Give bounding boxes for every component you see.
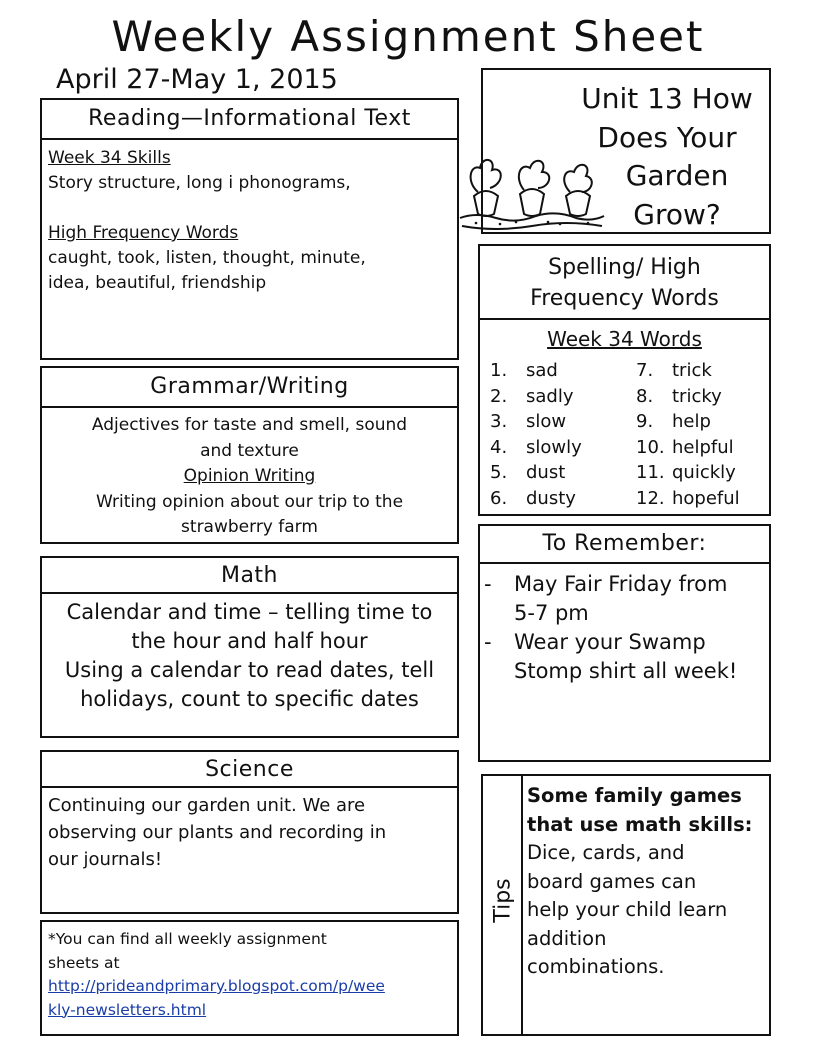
date-range: April 27-May 1, 2015 bbox=[56, 64, 338, 95]
skills-text: Story structure, long i phonograms, bbox=[48, 173, 351, 193]
hfw-line: caught, took, listen, thought, minute, bbox=[48, 248, 366, 268]
unit-line: Garden bbox=[625, 159, 729, 192]
word-number: 1. bbox=[490, 360, 508, 381]
spelling-subheading: Week 34 Words bbox=[547, 327, 702, 351]
tips-line: addition bbox=[527, 926, 607, 950]
remember-header-label: To Remember: bbox=[542, 531, 707, 556]
math-line: Using a calendar to read dates, tell bbox=[64, 658, 435, 682]
spelling-word: sadly bbox=[526, 385, 574, 407]
unit-line: Grow? bbox=[633, 197, 721, 231]
word-number: 6. bbox=[490, 487, 508, 509]
remember-header bbox=[478, 524, 771, 564]
grammar-line: strawberry farm bbox=[181, 517, 318, 537]
tips-line: combinations. bbox=[527, 955, 665, 978]
math-header-label: Math bbox=[220, 563, 279, 588]
math-line: holidays, count to specific dates bbox=[80, 687, 419, 711]
word-number: 3. bbox=[490, 411, 508, 432]
spelling-word: trick bbox=[672, 360, 712, 381]
spelling-header-line: Frequency Words bbox=[530, 286, 719, 311]
tips-heading: Some family games bbox=[527, 784, 742, 807]
spelling-word: hopeful bbox=[672, 487, 740, 509]
grammar-header-label: Grammar/Writing bbox=[150, 374, 349, 399]
math-line: the hour and half hour bbox=[131, 629, 368, 653]
remember-item: - May Fair Friday from 5-7 pm bbox=[484, 572, 728, 625]
word-number: 11. bbox=[636, 462, 665, 483]
spelling-header bbox=[478, 244, 771, 320]
unit-line: Unit 13 How bbox=[581, 82, 753, 115]
word-number: 4. bbox=[490, 436, 508, 458]
math-line: Calendar and time – telling time to bbox=[66, 600, 433, 624]
science-line: our journals! bbox=[48, 849, 163, 870]
hfw-line: idea, beautiful, friendship bbox=[48, 273, 267, 293]
opinion-heading: Opinion Writing bbox=[183, 466, 316, 486]
science-header bbox=[40, 750, 459, 788]
skills-heading: Week 34 Skills bbox=[48, 148, 171, 168]
spelling-body bbox=[478, 318, 771, 516]
spelling-word: sad bbox=[526, 360, 558, 381]
reading-header-label: Reading—Informational Text bbox=[88, 106, 411, 131]
science-line: Continuing our garden unit. We are bbox=[48, 795, 366, 816]
remember-body bbox=[478, 562, 771, 762]
tips-line: board games can bbox=[527, 869, 697, 893]
hfw-heading: High Frequency Words bbox=[48, 223, 239, 243]
word-number: 9. bbox=[636, 411, 654, 432]
tips-label: Tips bbox=[490, 878, 516, 923]
tips-label-column bbox=[483, 776, 523, 1034]
word-number: 8. bbox=[636, 385, 654, 407]
remember-item: - Wear your Swamp Stomp shirt all week! bbox=[484, 630, 738, 683]
grammar-line: Adjectives for taste and smell, sound bbox=[91, 415, 408, 435]
spelling-word: helpful bbox=[672, 436, 734, 458]
tips-box bbox=[481, 774, 771, 1036]
link-note bbox=[40, 920, 459, 1036]
spelling-word: dusty bbox=[526, 487, 576, 509]
spelling-word: dust bbox=[526, 462, 566, 483]
grammar-header bbox=[40, 366, 459, 408]
spelling-word: tricky bbox=[672, 385, 722, 407]
reading-header bbox=[40, 98, 459, 140]
spelling-header-line: Spelling/ High bbox=[548, 255, 701, 280]
word-number: 7. bbox=[636, 360, 654, 381]
grammar-line: Writing opinion about our trip to the bbox=[95, 491, 404, 512]
tips-line: help your child learn bbox=[527, 898, 728, 921]
tips-line: Dice, cards, and bbox=[527, 841, 685, 864]
spelling-word: slow bbox=[526, 411, 567, 432]
newsletter-link[interactable]: http://prideandprimary.blogspot.com/p/wee kly-newsletters.html bbox=[48, 977, 385, 1019]
science-line: observing our plants and recording in bbox=[48, 822, 387, 843]
tips-heading: that use math skills: bbox=[527, 812, 753, 836]
note-line: *You can find all weekly assignment bbox=[48, 930, 327, 948]
spelling-word: help bbox=[672, 411, 711, 432]
page-title: Weekly Assignment Sheet bbox=[111, 12, 705, 61]
garden-carrots-icon bbox=[456, 152, 606, 236]
unit-line: Does Your bbox=[597, 120, 737, 154]
grammar-body bbox=[40, 406, 459, 544]
spelling-word: slowly bbox=[526, 436, 582, 458]
reading-body bbox=[40, 138, 459, 360]
word-number: 10. bbox=[636, 436, 665, 458]
word-number: 2. bbox=[490, 385, 508, 407]
math-header bbox=[40, 556, 459, 594]
math-body bbox=[40, 592, 459, 738]
word-number: 12. bbox=[636, 487, 665, 509]
science-body bbox=[40, 786, 459, 914]
note-line: sheets at bbox=[48, 953, 120, 972]
science-header-label: Science bbox=[205, 757, 294, 782]
spelling-word: quickly bbox=[672, 462, 736, 483]
grammar-line: and texture bbox=[200, 440, 299, 461]
word-number: 5. bbox=[490, 462, 508, 483]
